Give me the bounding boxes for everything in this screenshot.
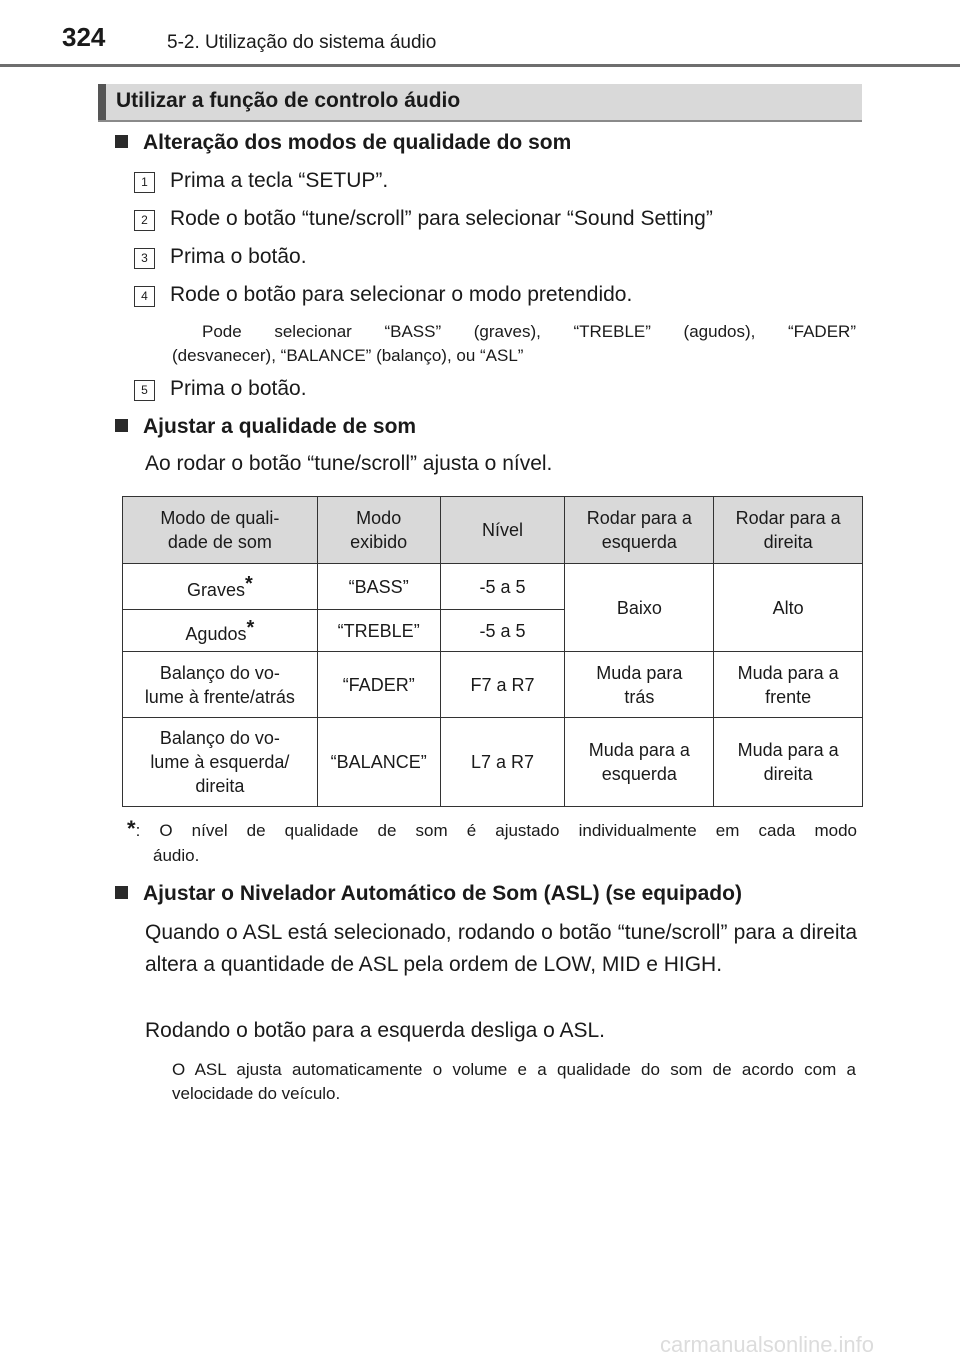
table-row bbox=[123, 652, 863, 718]
footnote-continued: áudio. bbox=[153, 846, 200, 865]
step-text: Rode o botão para selecionar o modo pretendido. bbox=[170, 283, 633, 306]
asl-note: O ASL ajusta automaticamente o volume e a qualidade do som de acordo com a velocidade do veículo. bbox=[172, 1060, 856, 1103]
table-cell-display: “TREBLE” bbox=[317, 610, 440, 652]
footnote-asterisk: * bbox=[127, 816, 136, 841]
heading-text: Ajustar o Nivelador Automático de Som (ASL) (se equipado) bbox=[143, 882, 742, 905]
asl-paragraph-off: Rodando o botão para a esquerda desliga o ASL. bbox=[145, 1019, 606, 1042]
heading-sound-modes bbox=[115, 131, 571, 155]
step-text: Prima a tecla “SETUP”. bbox=[170, 169, 389, 192]
table-header: Modo de quali- dade de som bbox=[123, 497, 318, 564]
table-header: Modo exibido bbox=[317, 497, 440, 564]
svg-text:carmanualsonline.info: carmanualsonline.info bbox=[660, 1332, 875, 1357]
heading-asl bbox=[115, 882, 742, 906]
section-banner bbox=[98, 84, 862, 122]
step-number: 5 bbox=[134, 380, 155, 401]
table-cell-mode: Graves* bbox=[123, 564, 318, 610]
table-cell-display: “FADER” bbox=[317, 652, 440, 718]
asl-paragraph: Quando o ASL está selecionado, rodando o botão “tune/scroll” para a direita altera a quantidade de ASL pela ordem de LOW, MID e HIGH. bbox=[145, 921, 857, 976]
square-bullet-icon bbox=[115, 135, 128, 148]
table-header: Rodar para a direita bbox=[714, 497, 863, 564]
table-header: Rodar para a esquerda bbox=[565, 497, 714, 564]
table-cell-left: Baixo bbox=[565, 564, 714, 652]
step-number: 2 bbox=[134, 210, 155, 231]
page-number: 324 bbox=[62, 22, 106, 52]
step-text: Prima o botão. bbox=[170, 377, 307, 400]
table-cell-level: L7 a R7 bbox=[440, 718, 565, 807]
asterisk-marker: * bbox=[246, 616, 255, 639]
table-row bbox=[123, 564, 863, 610]
square-bullet-icon bbox=[115, 419, 128, 432]
step-note-continued: (desvanecer), “BALANCE” (balanço), ou “ASL” bbox=[172, 346, 524, 365]
table-cell-right: Muda para a frente bbox=[714, 652, 863, 718]
step-number: 1 bbox=[134, 172, 155, 193]
step-text: Prima o botão. bbox=[170, 245, 307, 268]
section-reference: 5-2. Utilização do sistema áudio bbox=[167, 32, 437, 53]
table-cell-level: F7 a R7 bbox=[440, 652, 565, 718]
watermark-logo bbox=[660, 1330, 960, 1360]
table-cell-right: Alto bbox=[714, 564, 863, 652]
step-text: Rode o botão “tune/scroll” para selecionar “Sound Setting” bbox=[170, 207, 713, 230]
table-header: Nível bbox=[440, 497, 565, 564]
table-cell-right: Muda para a direita bbox=[714, 718, 863, 807]
table-cell-level: -5 a 5 bbox=[440, 564, 565, 610]
step-number: 4 bbox=[134, 286, 155, 307]
sound-settings-table bbox=[122, 496, 863, 807]
step-note: Pode selecionar “BASS” (graves), “TREBLE” (agudos), “FADER” bbox=[202, 322, 856, 341]
table-cell-mode: Balanço do vo- lume à frente/atrás bbox=[123, 652, 318, 718]
asterisk-marker: * bbox=[244, 572, 253, 595]
banner-accent-bar bbox=[98, 84, 106, 120]
heading-adjust-quality bbox=[115, 415, 416, 439]
table-cell-mode: Agudos* bbox=[123, 610, 318, 652]
table-cell-display: “BASS” bbox=[317, 564, 440, 610]
table-cell-left: Muda para trás bbox=[565, 652, 714, 718]
table-cell-mode: Balanço do vo- lume à esquerda/ direita bbox=[123, 718, 318, 807]
table-cell-level: -5 a 5 bbox=[440, 610, 565, 652]
table-cell-left: Muda para a esquerda bbox=[565, 718, 714, 807]
heading-text: Alteração dos modos de qualidade do som bbox=[143, 131, 572, 154]
footnote bbox=[127, 816, 857, 844]
header-rule bbox=[0, 64, 960, 67]
table-header-row bbox=[123, 497, 863, 564]
adjust-quality-text: Ao rodar o botão “tune/scroll” ajusta o nível. bbox=[145, 452, 553, 475]
heading-text: Ajustar a qualidade de som bbox=[143, 415, 417, 438]
table-row bbox=[123, 718, 863, 807]
square-bullet-icon bbox=[115, 886, 128, 899]
footnote-text: : O nível de qualidade de som é ajustado individualmente em cada modo bbox=[135, 821, 857, 840]
table-cell-display: “BALANCE” bbox=[317, 718, 440, 807]
step-number: 3 bbox=[134, 248, 155, 269]
banner-title: Utilizar a função de controlo áudio bbox=[116, 89, 461, 112]
